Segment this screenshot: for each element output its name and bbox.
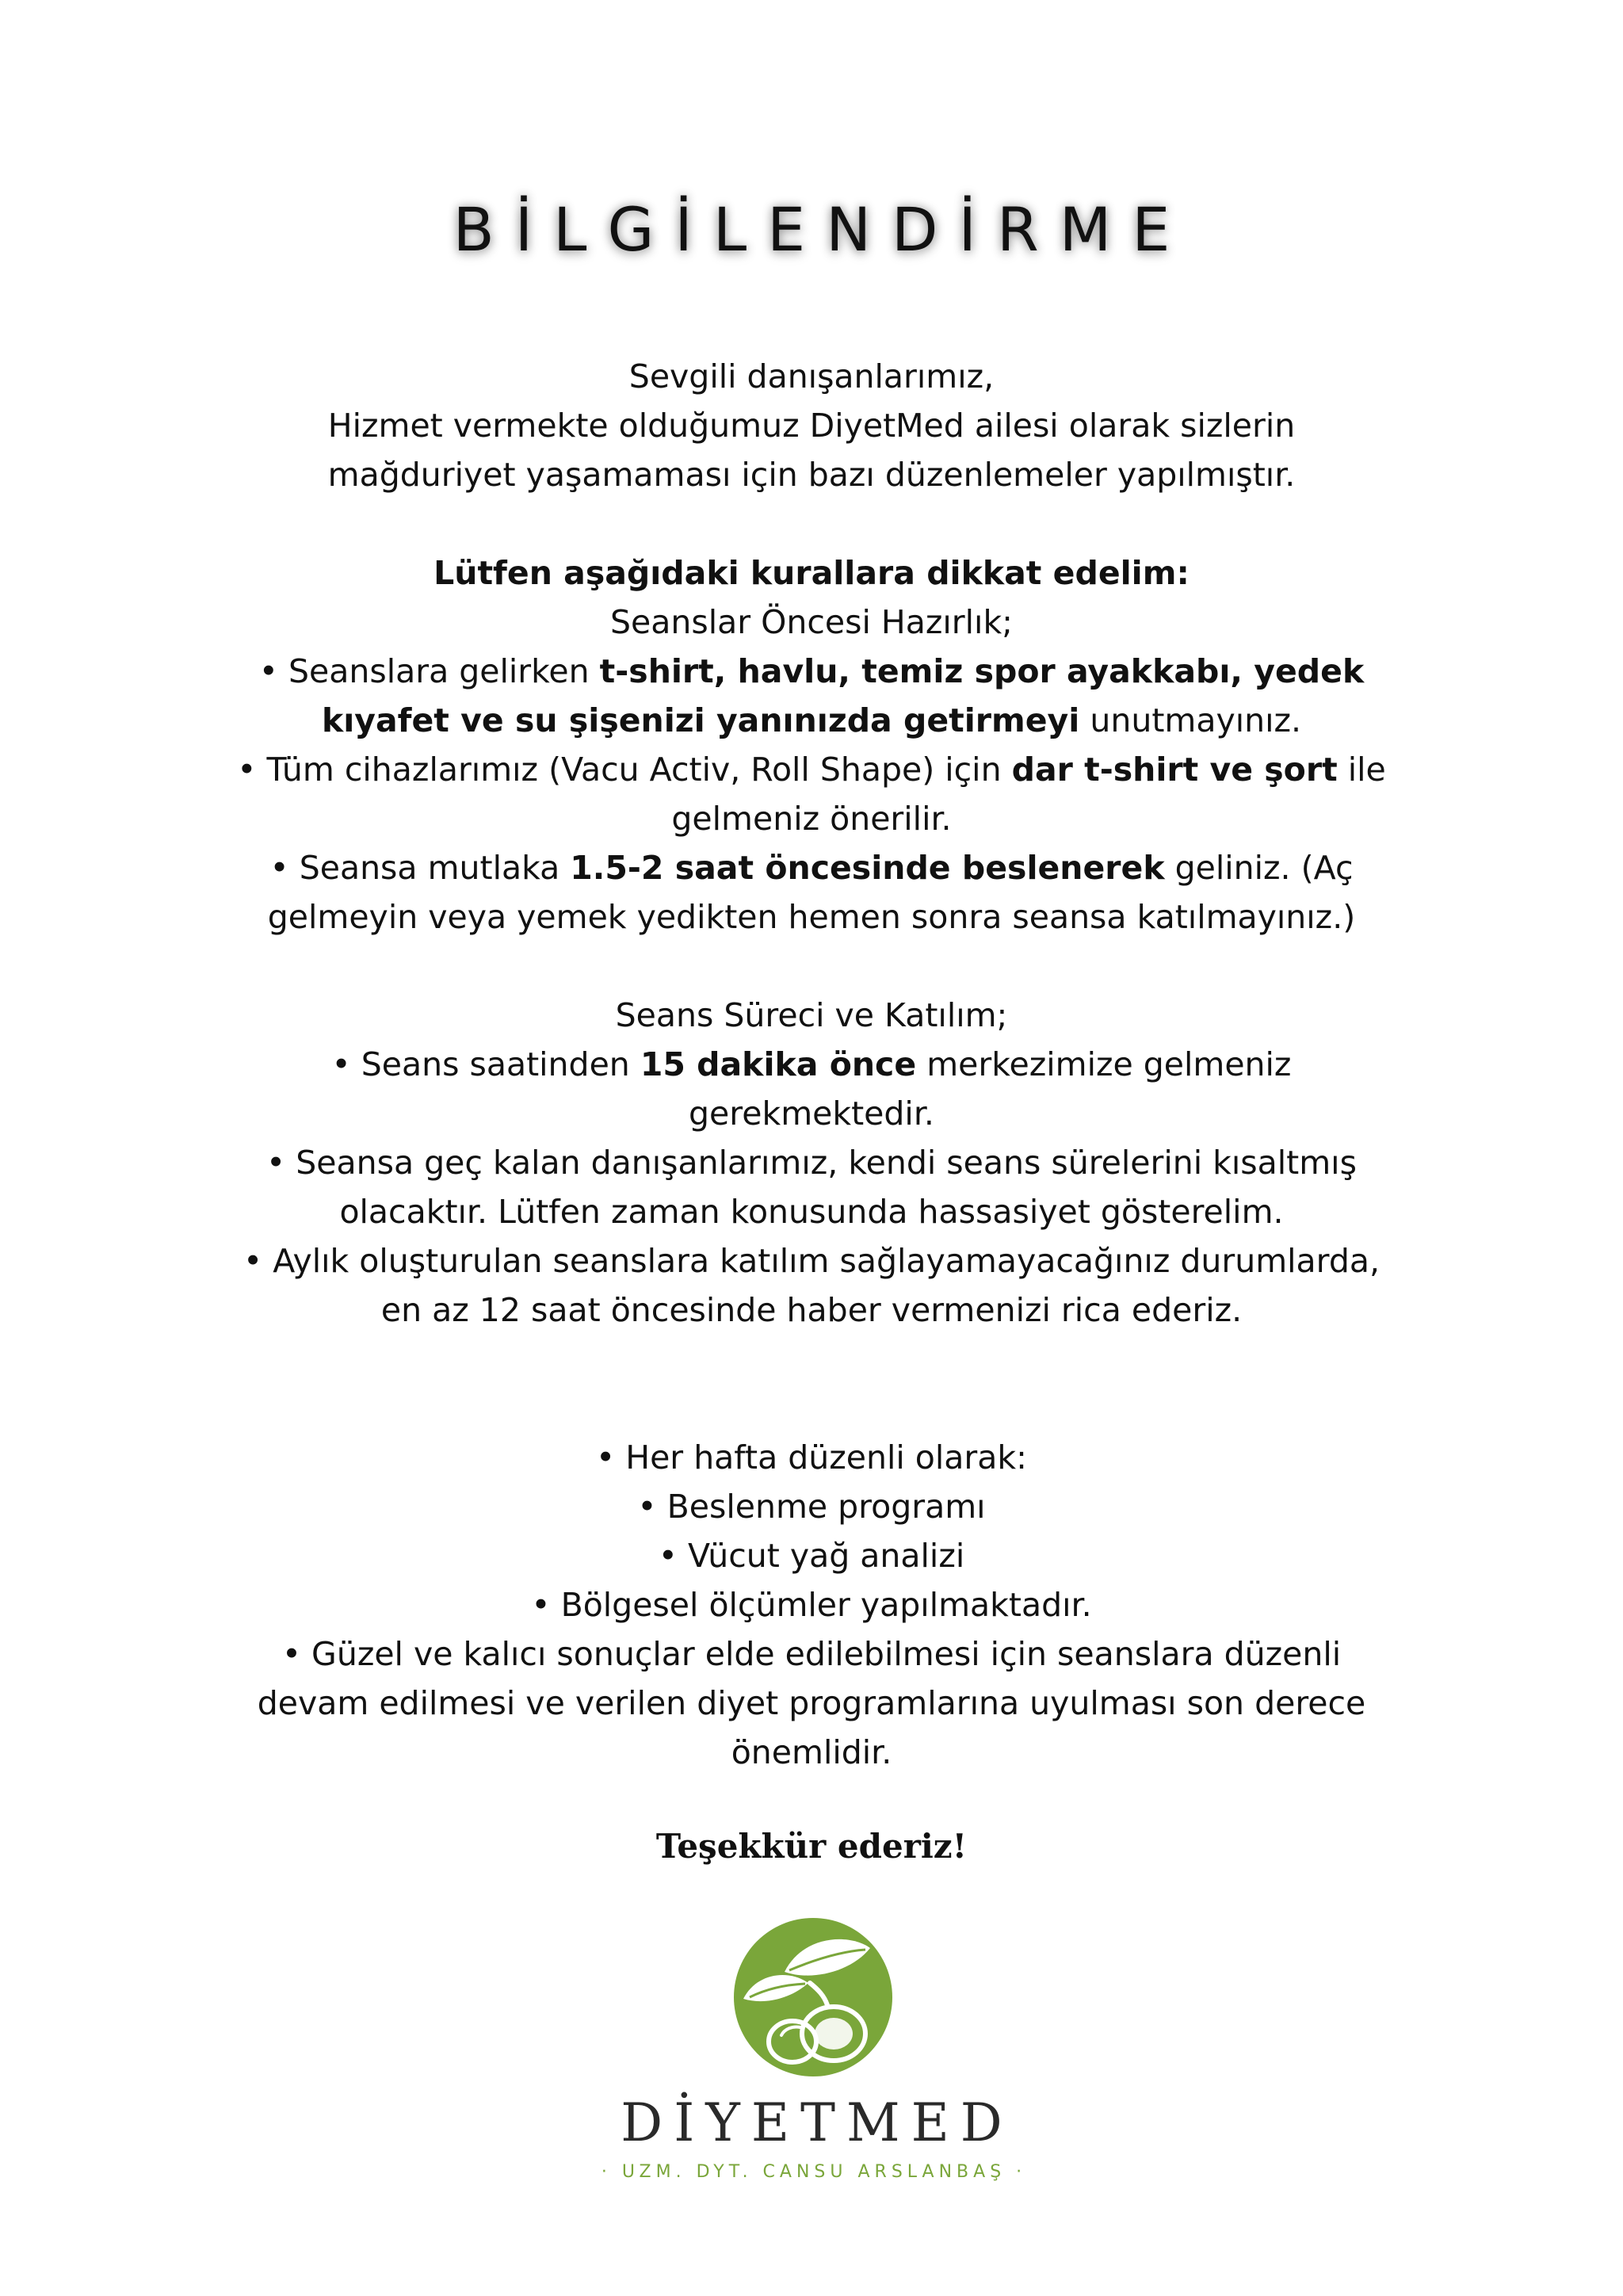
brand-subtitle: · UZM. DYT. CANSU ARSLANBAŞ ·	[601, 2162, 1027, 2182]
rules-heading: Lütfen aşağıdaki kurallara dikkat edelim:	[433, 554, 1190, 592]
spacer	[143, 1335, 1480, 1433]
prep-item-1: • Seanslara gelirken t-shirt, havlu, temiz spor ayakkabı, yedek	[258, 652, 1365, 690]
session-item-3: • Aylık oluşturulan seanslara katılım sağlayamayacağınız durumlarda,	[242, 1242, 1381, 1280]
prep-item-2-cont: gelmeniz önerilir.	[671, 800, 952, 838]
prep-heading: Seanslar Öncesi Hazırlık;	[610, 603, 1013, 641]
session-item-2: • Seansa geç kalan danışanlarımız, kendi seans sürelerini kısaltmış	[266, 1144, 1357, 1182]
weekly-note: • Güzel ve kalıcı sonuçlar elde edilebilmesi için seanslara düzenli	[281, 1635, 1342, 1673]
weekly-heading: • Her hafta düzenli olarak:	[596, 1438, 1027, 1477]
session-item-1: • Seans saatinden 15 dakika önce merkezimize gelmeniz	[331, 1045, 1292, 1083]
thanks-text: Teşekkür ederiz!	[655, 1827, 968, 1866]
weekly-item: • Vücut yağ analizi	[658, 1537, 965, 1575]
prep-item-3-cont: gelmeyin veya yemek yedikten hemen sonra seansa katılmayınız.)	[267, 898, 1356, 936]
weekly-note: devam edilmesi ve verilen diyet programlarına uyulması son derece	[257, 1684, 1366, 1722]
document-body	[143, 352, 1480, 1777]
prep-item-2: • Tüm cihazlarımız (Vacu Activ, Roll Shape) için dar t-shirt ve şort ile	[237, 751, 1386, 789]
page-title: BİLGİLENDİRME	[453, 194, 1191, 265]
prep-item-1-cont: kıyafet ve su şişenizi yanınızda getirmeyi unutmayınız.	[321, 701, 1302, 739]
session-heading: Seans Süreci ve Katılım;	[615, 996, 1008, 1034]
session-item-3-cont: en az 12 saat öncesinde haber vermenizi rica ederiz.	[380, 1291, 1243, 1329]
olive-branch-icon	[732, 1916, 894, 2078]
spacer	[143, 499, 1480, 548]
spacer	[143, 942, 1480, 991]
weekly-note: önemlidir.	[731, 1733, 892, 1771]
session-item-2-cont: olacaktır. Lütfen zaman konusunda hassasiyet gösterelim.	[339, 1193, 1284, 1231]
weekly-item: • Beslenme programı	[637, 1488, 986, 1526]
greeting: Sevgili danışanlarımız,	[628, 357, 995, 395]
intro-line: mağduriyet yaşamaması için bazı düzenlemeler yapılmıştır.	[327, 456, 1296, 494]
weekly-item: • Bölgesel ölçümler yapılmaktadır.	[531, 1586, 1092, 1624]
brand-name: DİYETMED	[621, 2092, 1014, 2153]
intro-line: Hizmet vermekte olduğumuz DiyetMed ailesi olarak sizlerin	[327, 407, 1296, 445]
logo-olive-large-inner	[815, 2018, 853, 2050]
prep-item-3: • Seansa mutlaka 1.5-2 saat öncesinde beslenerek geliniz. (Aç	[269, 849, 1354, 887]
session-item-1-cont: gerekmektedir.	[689, 1095, 934, 1133]
